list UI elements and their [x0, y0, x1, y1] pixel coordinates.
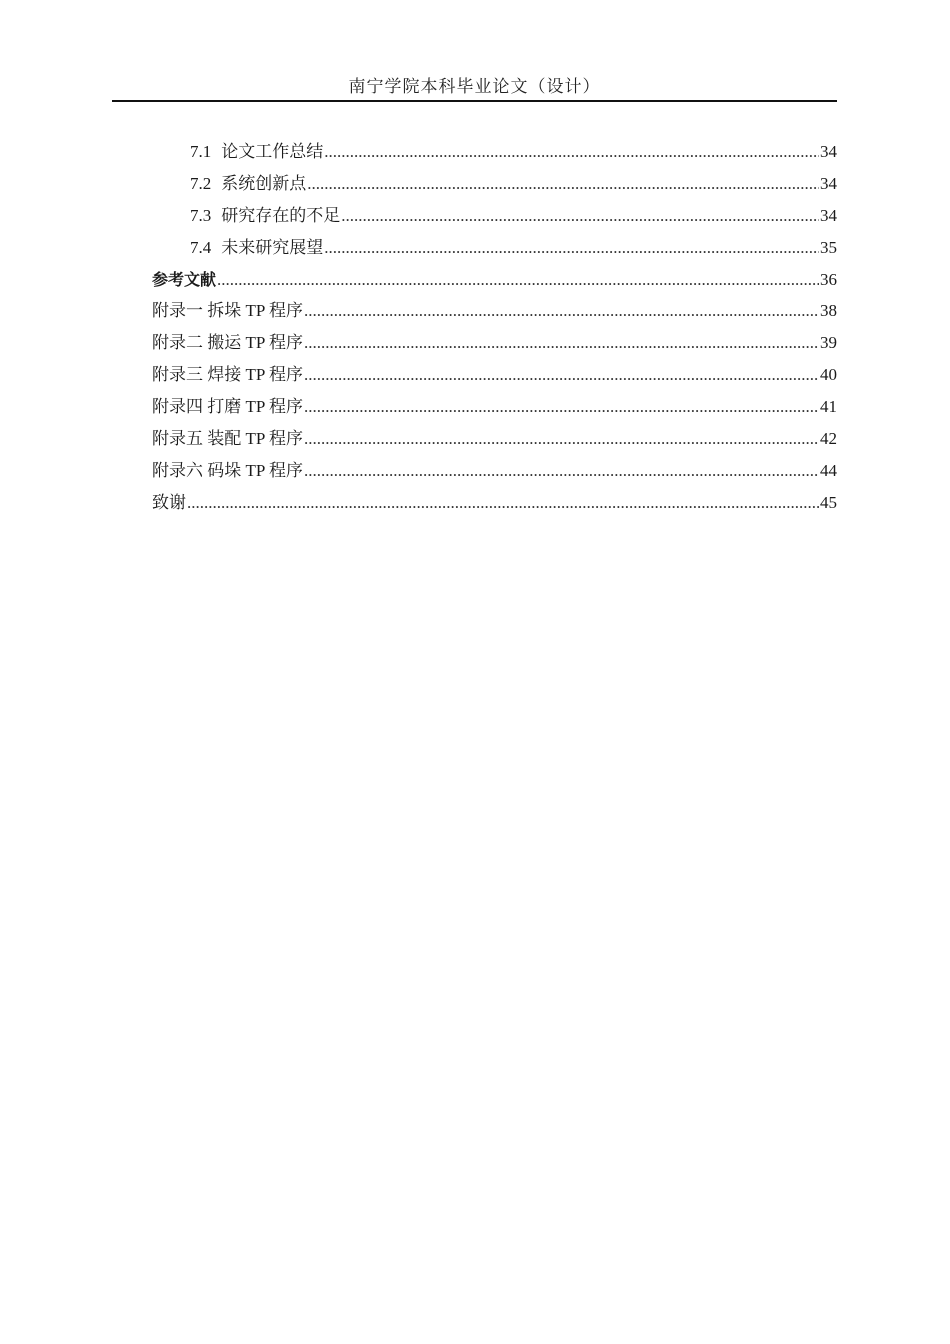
- toc-dot-leader: [304, 327, 819, 359]
- toc-page-number: 41: [820, 397, 837, 417]
- toc-entry-title: 附录六 码垛 TP 程序: [152, 460, 303, 480]
- toc-entry-7-3[interactable]: [152, 200, 837, 232]
- toc-dot-leader: [217, 264, 819, 296]
- toc-entry-appendix-1[interactable]: [152, 295, 837, 327]
- toc-entry-appendix-5[interactable]: [152, 423, 837, 455]
- toc-page-number: 34: [820, 142, 837, 161]
- toc-dot-leader: [304, 359, 819, 391]
- toc-entry-title: 附录三 焊接 TP 程序: [152, 365, 303, 385]
- page-header: 南宁学院本科毕业论文（设计）: [348, 77, 601, 96]
- toc-entry-appendix-4[interactable]: [152, 391, 837, 423]
- toc-page-number: 34: [820, 205, 837, 225]
- toc-entry-appendix-6[interactable]: [152, 455, 837, 487]
- toc-dot-leader: [304, 455, 819, 487]
- toc-entry-acknowledgements[interactable]: [152, 487, 837, 519]
- toc-page-number: 44: [820, 460, 837, 480]
- toc-entry-title: 附录四 打磨 TP 程序: [152, 397, 303, 417]
- toc-entry-title: 论文工作总结: [221, 142, 324, 161]
- toc-entry-title: 致谢: [152, 492, 186, 512]
- toc-page-number: 40: [820, 365, 837, 385]
- toc-dot-leader: [304, 295, 819, 327]
- toc-section-number: 7.2: [190, 173, 212, 193]
- toc-dot-leader: [187, 487, 819, 519]
- toc-entry-title: 系统创新点: [221, 173, 307, 193]
- toc-entry-7-2[interactable]: [152, 168, 837, 200]
- toc-dot-leader: [341, 200, 819, 232]
- header-rule: [112, 100, 837, 102]
- toc-dot-leader: [304, 423, 819, 455]
- toc-entry-appendix-2[interactable]: [152, 327, 837, 359]
- toc-dot-leader: [307, 168, 819, 200]
- toc-entry-title: 附录五 装配 TP 程序: [152, 429, 303, 449]
- toc-page-number: 38: [820, 301, 837, 321]
- table-of-contents: [152, 136, 837, 519]
- toc-dot-leader: [304, 391, 819, 423]
- toc-section-number: 7.1: [190, 142, 212, 161]
- toc-entry-title: 附录一 拆垛 TP 程序: [152, 301, 303, 321]
- toc-page-number: 34: [820, 173, 837, 193]
- toc-page-number: 39: [820, 333, 837, 353]
- toc-entry-references[interactable]: [152, 264, 837, 296]
- toc-page-number: 35: [820, 237, 837, 257]
- toc-section-number: 7.4: [190, 237, 212, 257]
- toc-entry-title: 研究存在的不足: [221, 205, 341, 225]
- toc-page-number: 36: [820, 269, 837, 289]
- toc-page-number: 42: [820, 429, 837, 449]
- toc-entry-appendix-3[interactable]: [152, 359, 837, 391]
- toc-dot-leader: [324, 232, 819, 264]
- toc-page-number: 45: [820, 492, 837, 512]
- toc-entry-title: 参考文献: [152, 269, 217, 289]
- toc-entry-7-1[interactable]: [152, 136, 837, 168]
- toc-dot-leader: [324, 136, 819, 168]
- toc-entry-title: 未来研究展望: [221, 237, 324, 257]
- toc-entry-title: 附录二 搬运 TP 程序: [152, 333, 303, 353]
- toc-entry-7-4[interactable]: [152, 232, 837, 264]
- toc-section-number: 7.3: [190, 205, 212, 225]
